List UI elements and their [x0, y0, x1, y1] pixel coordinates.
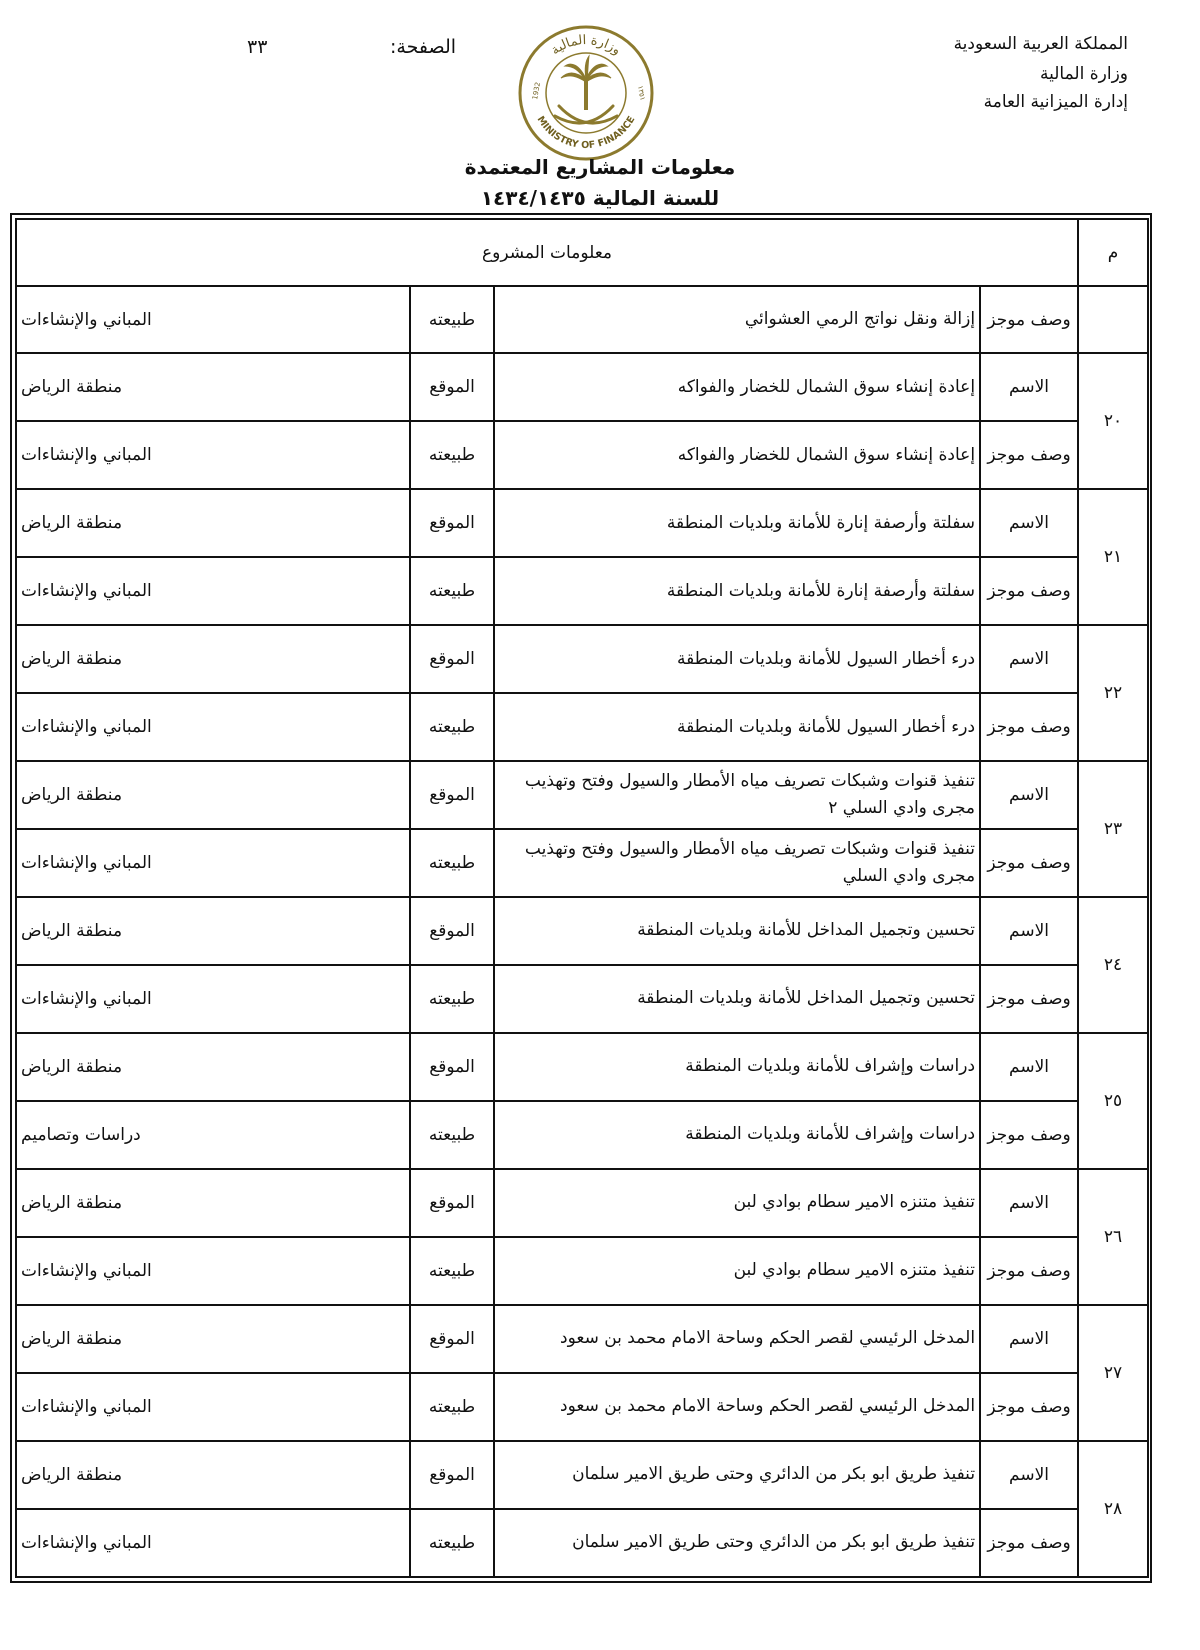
project-name: تنفيذ طريق ابو بكر من الدائري وحتى طريق الامير سلمان — [494, 1441, 980, 1509]
table-row-project-description — [16, 1237, 1148, 1305]
kingdom-name: المملكة العربية السعودية — [953, 34, 1128, 54]
project-name: إعادة إنشاء سوق الشمال للخضار والفواكه — [494, 353, 980, 421]
table-row-project-description — [16, 421, 1148, 489]
label-name: الاسم — [980, 625, 1078, 693]
ministry-of-finance-logo — [515, 22, 657, 164]
project-description: دراسات وإشراف للأمانة وبلديات المنطقة — [494, 1101, 980, 1169]
label-nature: طبيعته — [410, 1237, 494, 1305]
label-description: وصف موجز — [980, 1101, 1078, 1169]
logo-year-right: ١٣٥١ — [636, 84, 647, 102]
label-location: الموقع — [410, 1441, 494, 1509]
project-location: منطقة الرياض — [16, 353, 410, 421]
project-number-empty — [1078, 286, 1148, 353]
label-description: وصف موجز — [980, 286, 1078, 353]
project-location: منطقة الرياض — [16, 1305, 410, 1373]
project-description: سفلتة وأرصفة إنارة للأمانة وبلديات المنطقة — [494, 557, 980, 625]
label-name: الاسم — [980, 897, 1078, 965]
label-nature: طبيعته — [410, 693, 494, 761]
table-row-project-description — [16, 693, 1148, 761]
project-name: سفلتة وأرصفة إنارة للأمانة وبلديات المنطقة — [494, 489, 980, 557]
project-name: دراسات وإشراف للأمانة وبلديات المنطقة — [494, 1033, 980, 1101]
label-nature: طبيعته — [410, 421, 494, 489]
label-nature: طبيعته — [410, 829, 494, 897]
table-row-project-name — [16, 1033, 1148, 1101]
label-description: وصف موجز — [980, 421, 1078, 489]
project-number: ٢٨ — [1078, 1441, 1148, 1577]
project-number: ٢٣ — [1078, 761, 1148, 897]
label-location: الموقع — [410, 761, 494, 829]
table-row-project-description — [16, 557, 1148, 625]
label-nature: طبيعته — [410, 965, 494, 1033]
project-name: المدخل الرئيسي لقصر الحكم وساحة الامام محمد بن سعود — [494, 1305, 980, 1373]
project-nature: المباني والإنشاءات — [16, 421, 410, 489]
label-location: الموقع — [410, 353, 494, 421]
project-description: إعادة إنشاء سوق الشمال للخضار والفواكه — [494, 421, 980, 489]
project-nature: المباني والإنشاءات — [16, 693, 410, 761]
project-number: ٢٠ — [1078, 353, 1148, 489]
project-nature: دراسات وتصاميم — [16, 1101, 410, 1169]
table-row-project-description — [16, 829, 1148, 897]
projects-table — [15, 218, 1149, 1578]
svg-text:وزارة المالية — [548, 33, 623, 58]
project-location: منطقة الرياض — [16, 625, 410, 693]
project-description: المدخل الرئيسي لقصر الحكم وساحة الامام محمد بن سعود — [494, 1373, 980, 1441]
project-description: تنفيذ قنوات وشبكات تصريف مياه الأمطار والسيول وفتح وتهذيب مجرى وادي السلي — [494, 829, 980, 897]
project-location: منطقة الرياض — [16, 489, 410, 557]
project-description: تنفيذ طريق ابو بكر من الدائري وحتى طريق الامير سلمان — [494, 1509, 980, 1577]
project-location: منطقة الرياض — [16, 1441, 410, 1509]
document-title: معلومات المشاريع المعتمدة — [464, 155, 736, 179]
column-header-number: م — [1078, 219, 1148, 286]
label-description: وصف موجز — [980, 557, 1078, 625]
table-row-leading — [16, 286, 1148, 353]
label-description: وصف موجز — [980, 965, 1078, 1033]
page-number: ٣٣ — [247, 36, 268, 58]
label-nature: طبيعته — [410, 286, 494, 353]
project-description: درء أخطار السيول للأمانة وبلديات المنطقة — [494, 693, 980, 761]
table-row-project-name — [16, 353, 1148, 421]
project-location: منطقة الرياض — [16, 761, 410, 829]
project-name: تنفيذ قنوات وشبكات تصريف مياه الأمطار والسيول وفتح وتهذيب مجرى وادي السلي ٢ — [494, 761, 980, 829]
project-number: ٢١ — [1078, 489, 1148, 625]
label-location: الموقع — [410, 489, 494, 557]
project-location: منطقة الرياض — [16, 1033, 410, 1101]
label-description: وصف موجز — [980, 693, 1078, 761]
project-number: ٢٤ — [1078, 897, 1148, 1033]
project-nature: المباني والإنشاءات — [16, 1509, 410, 1577]
label-nature: طبيعته — [410, 1509, 494, 1577]
label-name: الاسم — [980, 1441, 1078, 1509]
project-nature: المباني والإنشاءات — [16, 1237, 410, 1305]
table-row-project-name — [16, 625, 1148, 693]
label-location: الموقع — [410, 1305, 494, 1373]
table-header-row — [16, 219, 1148, 286]
fiscal-year-subtitle: للسنة المالية ١٤٣٤/١٤٣٥ — [480, 186, 720, 210]
project-location: منطقة الرياض — [16, 1169, 410, 1237]
logo-top-arc-text: وزارة المالية — [548, 32, 624, 59]
table-row-project-name — [16, 1169, 1148, 1237]
project-nature: المباني والإنشاءات — [16, 557, 410, 625]
table-row-project-description — [16, 1373, 1148, 1441]
label-nature: طبيعته — [410, 1373, 494, 1441]
palm-and-swords-emblem-icon — [515, 22, 657, 164]
table-row-project-name — [16, 761, 1148, 829]
project-description: تنفيذ متنزه الامير سطام بوادي لبن — [494, 1237, 980, 1305]
table-row-project-name — [16, 1305, 1148, 1373]
label-nature: طبيعته — [410, 557, 494, 625]
label-name: الاسم — [980, 1033, 1078, 1101]
project-nature: المباني والإنشاءات — [16, 1373, 410, 1441]
project-name: تحسين وتجميل المداخل للأمانة وبلديات المنطقة — [494, 897, 980, 965]
label-name: الاسم — [980, 489, 1078, 557]
table-row-project-description — [16, 1101, 1148, 1169]
label-location: الموقع — [410, 1169, 494, 1237]
label-name: الاسم — [980, 353, 1078, 421]
project-number: ٢٧ — [1078, 1305, 1148, 1441]
label-description: وصف موجز — [980, 1373, 1078, 1441]
project-nature: المباني والإنشاءات — [16, 286, 410, 353]
label-nature: طبيعته — [410, 1101, 494, 1169]
label-name: الاسم — [980, 1305, 1078, 1373]
department-name: إدارة الميزانية العامة — [983, 92, 1128, 112]
table-row-project-name — [16, 897, 1148, 965]
label-name: الاسم — [980, 1169, 1078, 1237]
project-location: منطقة الرياض — [16, 897, 410, 965]
project-description: إزالة ونقل نواتج الرمي العشوائي — [494, 286, 980, 353]
column-header-project-info: معلومات المشروع — [16, 219, 1078, 286]
table-row-project-name — [16, 489, 1148, 557]
label-description: وصف موجز — [980, 829, 1078, 897]
logo-bottom-arc-text: MINISTRY OF FINANCE — [534, 114, 638, 152]
table-row-project-description — [16, 1509, 1148, 1577]
label-description: وصف موجز — [980, 1237, 1078, 1305]
label-location: الموقع — [410, 625, 494, 693]
project-nature: المباني والإنشاءات — [16, 965, 410, 1033]
label-location: الموقع — [410, 1033, 494, 1101]
label-description: وصف موجز — [980, 1509, 1078, 1577]
project-number: ٢٢ — [1078, 625, 1148, 761]
project-name: درء أخطار السيول للأمانة وبلديات المنطقة — [494, 625, 980, 693]
project-name: تنفيذ متنزه الامير سطام بوادي لبن — [494, 1169, 980, 1237]
table-row-project-name — [16, 1441, 1148, 1509]
logo-year-left: 1932 — [531, 81, 543, 101]
project-number: ٢٥ — [1078, 1033, 1148, 1169]
label-location: الموقع — [410, 897, 494, 965]
page-label: الصفحة: — [390, 36, 457, 58]
ministry-name: وزارة المالية — [1040, 64, 1128, 84]
project-description: تحسين وتجميل المداخل للأمانة وبلديات المنطقة — [494, 965, 980, 1033]
label-name: الاسم — [980, 761, 1078, 829]
project-number: ٢٦ — [1078, 1169, 1148, 1305]
table-row-project-description — [16, 965, 1148, 1033]
palm-icon — [561, 56, 611, 110]
project-nature: المباني والإنشاءات — [16, 829, 410, 897]
